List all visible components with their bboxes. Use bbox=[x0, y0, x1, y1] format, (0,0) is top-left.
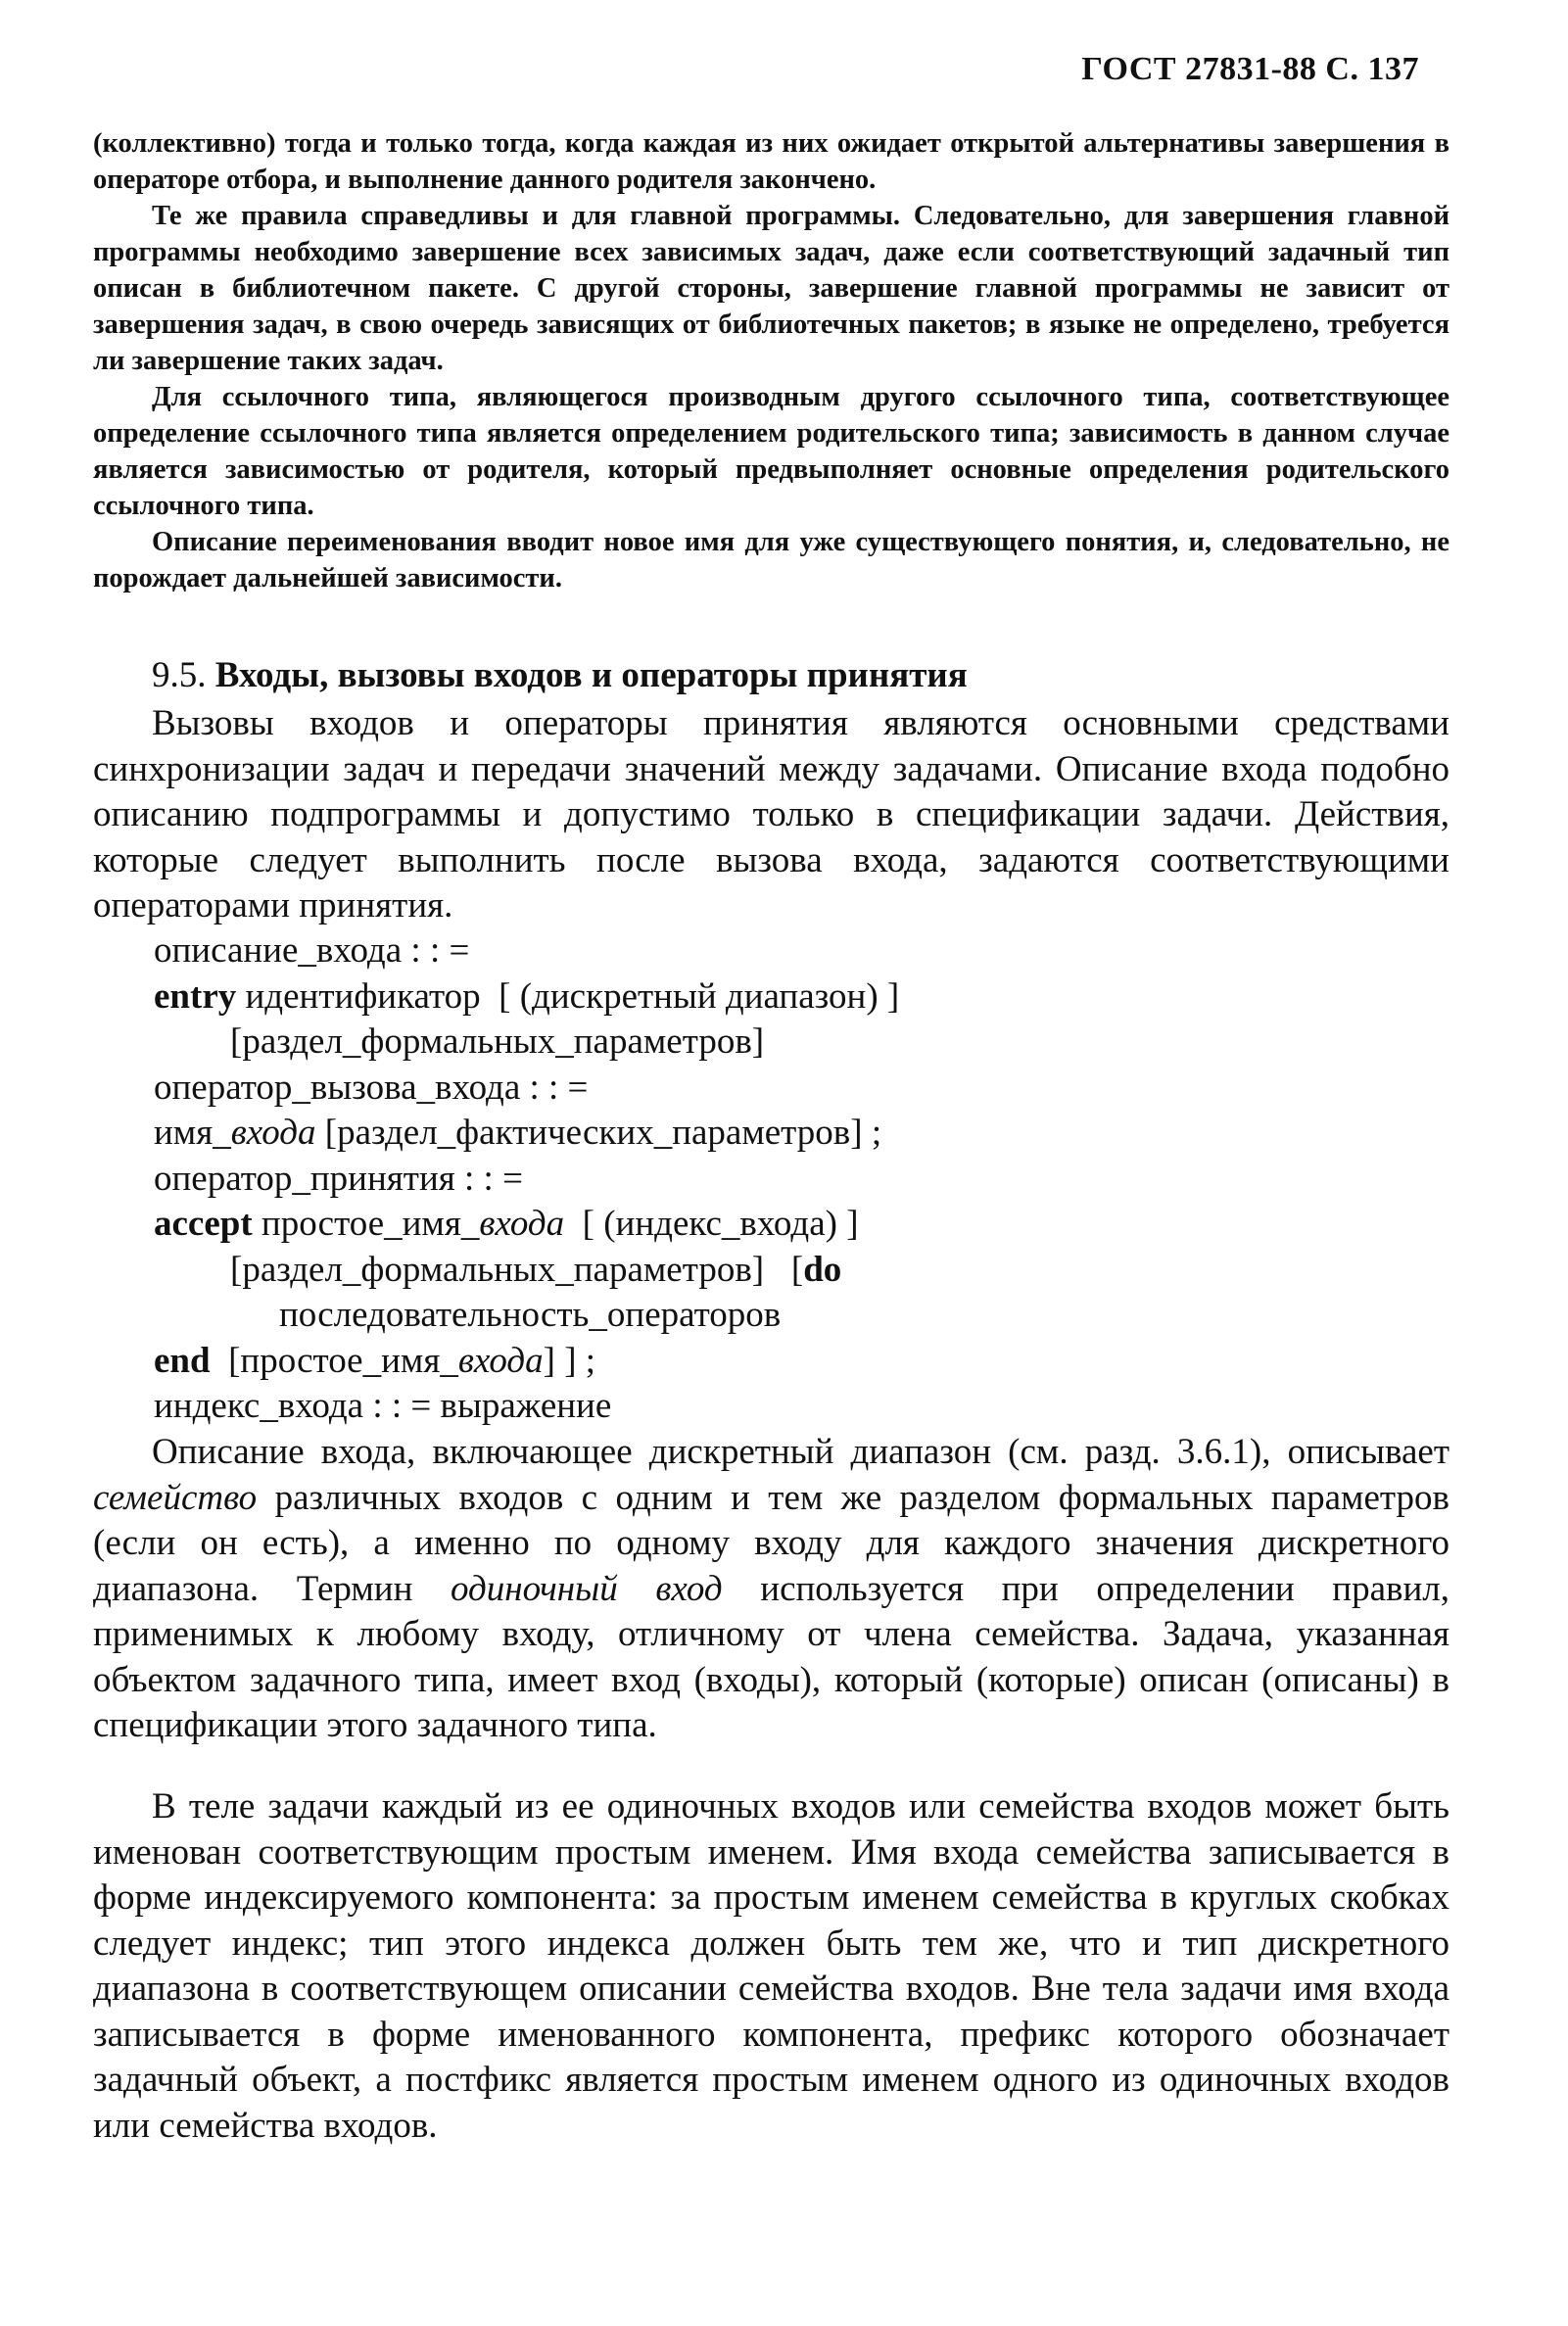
syntax-entry-call: оператор_вызова_входа : : = bbox=[154, 1067, 589, 1108]
small-text-block bbox=[93, 125, 1449, 596]
section-number: 9.5. bbox=[152, 655, 207, 695]
paragraph-main-program: Те же правила справедливы и для главной программы. Следовательно, для завершения главной программы необходимо завершение всех зависимых задач, даже если соответствующий задачный тип описан в библиотечном пакете. С другой стороны, завершение главной программы не зависит от завершения задач, в свою очередь зависящих от библиотечных пакетов; в языке не определено, требуется ли завершение таких задач. bbox=[93, 201, 1449, 376]
section-title: Входы, вызовы входов и операторы принятия bbox=[214, 655, 968, 695]
syntax-entry-call-line: имя_входа [раздел_фактических_параметров] ; bbox=[154, 1113, 882, 1153]
paragraph-family: Описание входа, включающее дискретный диапазон (см. разд. 3.6.1), описывает семейство различных входов с одним и тем же разделом формальных параметров (если он есть), а именно по одному входу для каждого значения дискретного диапазона. Термин одиночный вход используется при определении правил, применимых к любому входу, отличному от члена семейства. Задача, указанная объектом задачного типа, имеет вход (входы), который (которые) описан (описаны) в спецификации этого задачного типа. bbox=[93, 1432, 1449, 1745]
paragraph-naming: В теле задачи каждый из ее одиночных входов или семейства входов может быть именован соответствующим простым именем. Имя входа семейства записывается в форме индексируемого компонента: за простым именем семейства в круглых скобках следует индекс; тип этого индекса должен быть тем же, что и тип дискретного диапазона в соответствующем описании семейства входов. Вне тела задачи имя входа записывается в форме именованного компонента, префикс которого обозначает задачный объект, а постфикс является простым именем одного из одиночных входов или семейства входов. bbox=[93, 1786, 1449, 2146]
paragraph-renaming: Описание переименования вводит новое имя для уже существующего понятия, и, следовательно, не порождает дальнейшей зависимости. bbox=[93, 527, 1449, 593]
intro-block bbox=[93, 701, 1449, 929]
syntax-formal-params: [раздел_формальных_параметров] bbox=[230, 1021, 765, 1062]
page-header: ГОСТ 27831-88 С. 137 bbox=[1081, 51, 1419, 87]
syntax-entry-index: индекс_входа : : = выражение bbox=[154, 1386, 612, 1426]
section-heading bbox=[152, 654, 968, 696]
syntax-statements: последовательность_операторов bbox=[279, 1295, 782, 1335]
syntax-entry-decl: описание_входа : : = bbox=[154, 930, 470, 971]
syntax-block bbox=[93, 928, 1449, 1430]
syntax-entry-line: entry идентификатор [ (дискретный диапазон) ] bbox=[154, 975, 900, 1017]
syntax-accept-params: [раздел_формальных_параметров] [do bbox=[230, 1249, 842, 1290]
syntax-accept-stmt: оператор_принятия : : = bbox=[154, 1158, 523, 1199]
family-block bbox=[93, 1430, 1449, 1749]
naming-block bbox=[93, 1784, 1449, 2149]
syntax-accept-line: accept простое_имя_входа [ (индекс_входа) ] bbox=[154, 1204, 859, 1244]
paragraph-termination: (коллективно) тогда и только тогда, когда каждая из них ожидает открытой альтернативы завершения в операторе отбора, и выполнение данного родителя закончено. bbox=[93, 128, 1449, 195]
syntax-end-line: end [простое_имя_входа] ] ; bbox=[154, 1340, 596, 1381]
paragraph-access-type: Для ссылочного типа, являющегося производным другого ссылочного типа, соответствующее определение ссылочного типа является определением родительского типа; зависимость в данном случае является зависимостью от родителя, который предвыполняет основные определения родительского ссылочного типа. bbox=[93, 382, 1449, 521]
intro-paragraph: Вызовы входов и операторы принятия являются основными средствами синхронизации задач и передачи значений между задачами. Описание входа подобно описанию подпрограммы и допустимо только в спецификации задачи. Действия, которые следует выполнить после вызова входа, задаются соответствующими операторами принятия. bbox=[93, 703, 1449, 926]
